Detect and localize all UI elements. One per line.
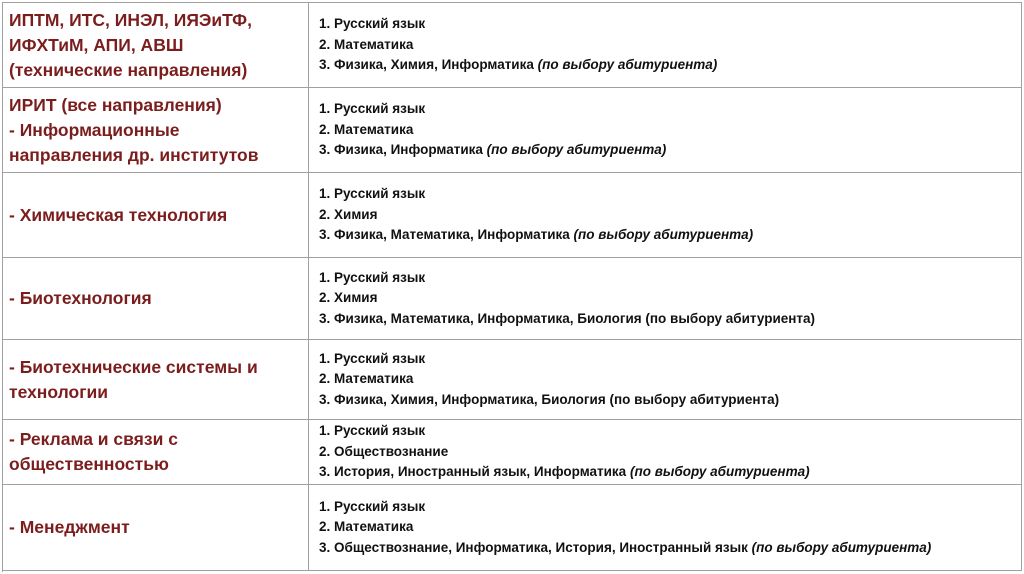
subject-line: 1. Русский язык bbox=[319, 269, 426, 285]
subjects-cell bbox=[309, 258, 1022, 339]
table-row bbox=[3, 340, 1022, 420]
direction-cell: ИРИТ (все направления) - Информационные направления др. институтов bbox=[3, 88, 309, 172]
subjects-cell bbox=[309, 340, 1022, 419]
subject-line: 3. Физика, Информатика (по выбору абитуриента) bbox=[319, 142, 667, 158]
choice-note: (по выбору абитуриента) bbox=[573, 227, 754, 243]
table-row bbox=[3, 485, 1022, 571]
direction-cell: - Биотехнические системы и технологии bbox=[3, 340, 309, 419]
table-row bbox=[3, 258, 1022, 340]
subject-line: 3. История, Иностранный язык, Информатика (по выбору абитуриента) bbox=[319, 464, 810, 480]
subject-line: 3. Физика, Математика, Информатика (по выбору абитуриента) bbox=[319, 227, 754, 243]
subject-line: 3. Физика, Химия, Информатика, Биология (по выбору абитуриента) bbox=[319, 391, 780, 407]
choice-note: (по выбору абитуриента) bbox=[751, 539, 932, 555]
subject-line: 2. Математика bbox=[319, 36, 414, 52]
choice-note: (по выбору абитуриента) bbox=[486, 142, 667, 158]
table-row bbox=[3, 173, 1022, 258]
direction-cell: - Биотехнология bbox=[3, 258, 309, 339]
table-row bbox=[3, 88, 1022, 173]
subject-line: 2. Математика bbox=[319, 371, 414, 387]
subject-line: 1. Русский язык bbox=[319, 423, 426, 439]
table-row bbox=[3, 420, 1022, 485]
direction-cell: - Менеджмент bbox=[3, 485, 309, 570]
subject-line: 1. Русский язык bbox=[319, 498, 426, 514]
subject-line: 1. Русский язык bbox=[319, 186, 426, 202]
subject-line: 1. Русский язык bbox=[319, 16, 426, 32]
subjects-cell bbox=[309, 173, 1022, 257]
subjects-cell bbox=[309, 3, 1022, 87]
choice-note: (по выбору абитуриента) bbox=[609, 391, 780, 407]
subject-line: 1. Русский язык bbox=[319, 101, 426, 117]
subject-line: 2. Математика bbox=[319, 519, 414, 535]
direction-cell: - Химическая технология bbox=[3, 173, 309, 257]
choice-note: (по выбору абитуриента) bbox=[629, 464, 810, 480]
subject-line: 3. Физика, Химия, Информатика (по выбору абитуриента) bbox=[319, 57, 718, 73]
subject-line: 1. Русский язык bbox=[319, 350, 426, 366]
direction-cell: - Реклама и связи с общественностью bbox=[3, 420, 309, 484]
subjects-cell bbox=[309, 420, 1022, 484]
table-row bbox=[3, 3, 1022, 88]
subject-line: 2. Обществознание bbox=[319, 443, 449, 459]
choice-note: (по выбору абитуриента) bbox=[645, 310, 816, 326]
subject-line: 2. Химия bbox=[319, 206, 378, 222]
direction-cell: ИПТМ, ИТС, ИНЭЛ, ИЯЭиТФ, ИФХТиМ, АПИ, АВШ (технические направления) bbox=[3, 3, 309, 87]
subject-line: 3. Физика, Математика, Информатика, Биология (по выбору абитуриента) bbox=[319, 310, 816, 326]
subjects-cell bbox=[309, 485, 1022, 570]
subjects-table bbox=[2, 2, 1022, 572]
subject-line: 3. Обществознание, Информатика, История, Иностранный язык (по выбору абитуриента) bbox=[319, 539, 932, 555]
subjects-cell bbox=[309, 88, 1022, 172]
subject-line: 2. Химия bbox=[319, 290, 378, 306]
subject-line: 2. Математика bbox=[319, 121, 414, 137]
choice-note: (по выбору абитуриента) bbox=[537, 57, 718, 73]
